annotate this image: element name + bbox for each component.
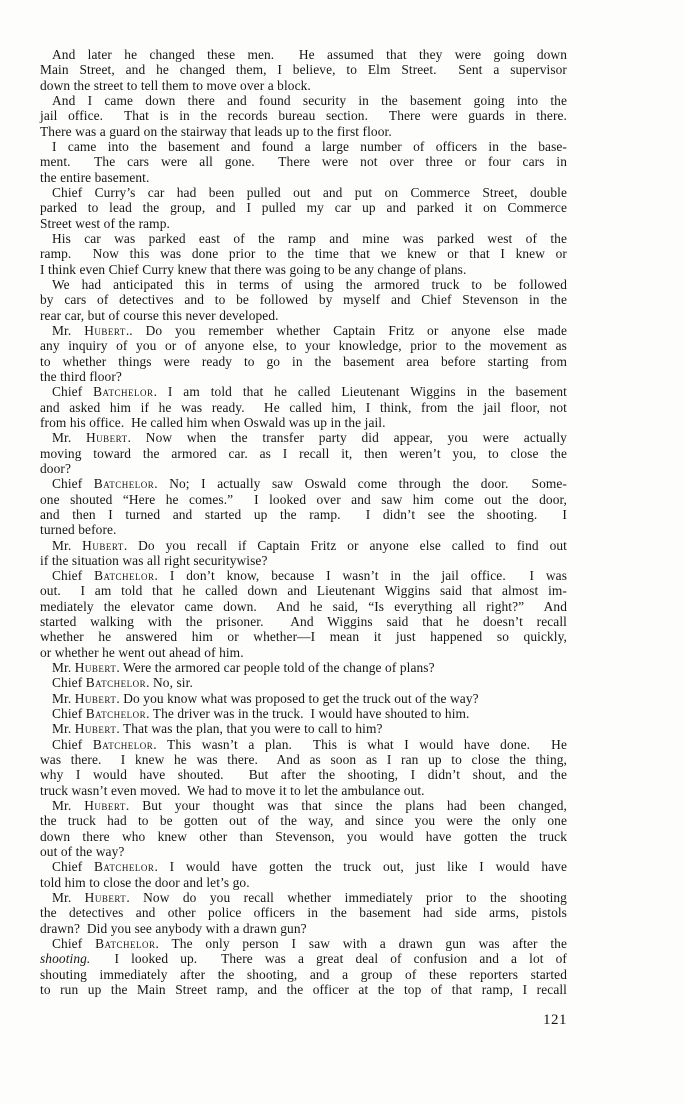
text-line: [40, 446, 567, 461]
text-segment: Street west of the ramp.: [40, 215, 170, 231]
text-segment: ramp. Now this was done prior to the time that we knew or that I knew or: [40, 246, 567, 262]
text-line: [40, 921, 567, 936]
text-segment: . I would have gotten the truck out, just like I would have: [154, 859, 568, 875]
text-line: [40, 813, 567, 828]
text-line: [40, 308, 567, 323]
text-segment: the third floor?: [40, 368, 122, 384]
text-line: [40, 277, 567, 292]
speaker-name: Hubert: [84, 798, 126, 814]
text-segment: . No, sir.: [146, 675, 193, 691]
text-line: [40, 737, 567, 752]
text-line: [40, 553, 567, 568]
text-segment: truck wasn’t even moved. We had to move it to let the ambulance out.: [40, 782, 425, 798]
text-segment: Mr.: [52, 890, 85, 906]
text-line: [40, 599, 567, 614]
text-line: [40, 645, 567, 660]
text-line: [40, 568, 567, 583]
speaker-name: Hubert: [82, 537, 124, 553]
text-line: [40, 629, 567, 644]
text-segment: I came into the basement and found a large number of officers in the base-: [52, 138, 567, 154]
text-line: [40, 538, 567, 553]
text-line: [40, 246, 567, 261]
text-segment: . Were the armored car people told of the change of plans?: [116, 660, 435, 676]
text-line: [40, 829, 567, 844]
text-line: [40, 798, 567, 813]
text-segment: And I came down there and found security in the basement going into the: [52, 92, 567, 108]
text-line: [40, 844, 567, 859]
speaker-name: Batchelor: [93, 476, 155, 492]
text-line: [40, 752, 567, 767]
text-line: [40, 216, 567, 231]
text-segment: Chief: [52, 706, 86, 722]
text-line: [40, 139, 567, 154]
text-segment: Mr.: [52, 430, 86, 446]
text-segment: the truck had to be gotten out of the way, and since you were the only one: [40, 813, 567, 829]
text-segment: Mr.: [52, 690, 75, 706]
text-line: [40, 875, 567, 890]
text-line: [40, 338, 567, 353]
text-line: [40, 982, 567, 997]
text-line: [40, 108, 567, 123]
text-line: [40, 936, 567, 951]
text-segment: . The driver was in the truck. I would have shouted to him.: [146, 706, 470, 722]
text-line: [40, 415, 567, 430]
text-segment: . Do you know what was proposed to get the truck out of the way?: [116, 690, 479, 706]
text-segment: Mr.: [52, 660, 75, 676]
text-segment: out. I am told that he called down and Lieutenant Wiggins said that almost im-: [40, 583, 567, 599]
text-line: [40, 905, 567, 920]
page-number: 121: [543, 1012, 567, 1028]
text-segment: down there who knew other than Stevenson, you would have gotten the truck: [40, 828, 567, 844]
text-line: [40, 967, 567, 982]
text-line: [40, 200, 567, 215]
text-line: [40, 691, 567, 706]
text-segment: started walking with the prisoner. And Wiggins said that he doesn’t recall: [40, 614, 567, 630]
text-segment: and asked him if he was ready. He called him, I think, from the jail floor, not: [40, 399, 567, 415]
text-segment: down the street to tell them to move over a block.: [40, 77, 311, 93]
text-line: [40, 859, 567, 874]
text-segment: was there. I knew he was there. And as soon as I ran up to close the thing,: [40, 752, 567, 768]
speaker-name: Batchelor: [85, 675, 147, 691]
text-segment: rear car, but of course this never developed.: [40, 307, 279, 323]
text-line: [40, 78, 567, 93]
speaker-name: Batchelor: [93, 384, 154, 400]
text-line: [40, 951, 567, 966]
text-segment: parked to lead the group, and I pulled my car up and parked it on Commerce: [40, 200, 567, 216]
text-segment: I looked up. There was a great deal of confusion and a lot of: [90, 951, 567, 967]
text-segment: or whether he went out ahead of him.: [40, 644, 244, 660]
speaker-name: Hubert: [84, 890, 127, 906]
text-segment: mediately the elevator came down. And he said, “Is everything all right?” And: [40, 598, 567, 614]
text-segment: . The only person I saw with a drawn gun was after the: [155, 936, 568, 952]
text-segment: I think even Chief Curry knew that there was going to be any change of plans.: [40, 261, 467, 277]
text-segment: door?: [40, 460, 71, 476]
speaker-name: Hubert: [86, 430, 128, 446]
text-line: [40, 721, 567, 736]
text-line: [40, 93, 567, 108]
text-line: [40, 614, 567, 629]
text-segment: There was a guard on the stairway that leads up to the first floor.: [40, 123, 392, 139]
text-segment: Mr.: [52, 721, 75, 737]
text-line: [40, 583, 567, 598]
text-segment: Mr.: [52, 537, 83, 553]
text-line: [40, 262, 567, 277]
speaker-name: Batchelor: [95, 936, 156, 952]
text-segment: to whether things were ready to go in the basement area before starting from: [40, 353, 567, 369]
text-line: [40, 154, 567, 169]
text-segment: . This wasn’t a plan. This is what I would have done. He: [153, 736, 567, 752]
speaker-name: Batchelor: [85, 706, 147, 722]
text-line: [40, 660, 567, 675]
text-segment: why I would have shouted. But after the shooting, I didn’t shout, and the: [40, 767, 567, 783]
text-segment: any inquiry of you or of anyone else, to your knowledge, prior to the movement as: [40, 338, 567, 354]
text-line: [40, 476, 567, 491]
text-segment: told him to close the door and let’s go.: [40, 874, 250, 890]
text-line: [40, 323, 567, 338]
text-segment: Chief: [52, 568, 95, 584]
text-segment: Chief: [52, 859, 94, 875]
text-segment: Chief: [52, 736, 93, 752]
text-segment: jail office. That is in the records bureau section. There were guards in there.: [40, 108, 567, 124]
text-line: [40, 492, 567, 507]
text-segment: We had anticipated this in terms of using the armored truck to be followed: [52, 276, 567, 292]
text-line: [40, 400, 567, 415]
text-segment: Chief: [52, 675, 86, 691]
italic-text: shooting.: [40, 951, 91, 967]
text-line: [40, 706, 567, 721]
text-segment: one shouted “Here he comes.” I looked over and saw him come out the door,: [40, 491, 567, 507]
speaker-name: Batchelor: [92, 736, 154, 752]
text-line: [40, 292, 567, 307]
text-block: [40, 47, 567, 997]
text-segment: . But your thought was that since the plans had been changed,: [125, 798, 567, 814]
text-segment: . I don’t know, because I wasn’t in the jail office. I was: [154, 568, 568, 584]
text-segment: by cars of detectives and to be followed by myself and Chief Stevenson in the: [40, 292, 567, 308]
text-segment: . I am told that he called Lieutenant Wiggins in the basement: [153, 384, 567, 400]
text-segment: and then I turned and started up the ramp. I didn’t see the shooting. I: [40, 506, 567, 522]
speaker-name: Batchelor: [94, 859, 155, 875]
text-line: [40, 47, 567, 62]
text-line: [40, 430, 567, 445]
text-segment: Chief: [52, 476, 94, 492]
text-segment: . Now do you recall whether immediately prior to the shooting: [126, 890, 567, 906]
text-line: [40, 369, 567, 384]
speaker-name: Hubert: [74, 721, 117, 737]
text-segment: out of the way?: [40, 844, 125, 860]
text-segment: . That was the plan, that you were to call to him?: [116, 721, 383, 737]
text-segment: drawn? Did you see anybody with a drawn gun?: [40, 920, 307, 936]
text-line: [40, 231, 567, 246]
text-segment: Chief Curry’s car had been pulled out and put on Commerce Street, double: [52, 184, 567, 200]
text-segment: His car was parked east of the ramp and mine was parked west of the: [52, 230, 567, 246]
text-segment: from his office. He called him when Oswald was up in the jail.: [40, 414, 386, 430]
text-line: [40, 675, 567, 690]
text-segment: the entire basement.: [40, 169, 150, 185]
text-segment: Main Street, and he changed them, I believe, to Elm Street. Sent a supervisor: [40, 62, 567, 78]
text-segment: whether he answered him or whether—I mean it just happened so quickly,: [40, 629, 567, 645]
text-line: [40, 522, 567, 537]
text-line: [40, 124, 567, 139]
text-segment: the detectives and other police officers in the basement had side arms, pistols: [40, 905, 567, 921]
text-segment: Chief: [52, 936, 96, 952]
text-line: [40, 461, 567, 476]
text-line: [40, 170, 567, 185]
text-segment: Mr.: [52, 798, 85, 814]
text-line: [40, 62, 567, 77]
text-line: [40, 890, 567, 905]
speaker-name: Hubert: [84, 322, 126, 338]
text-segment: .. Do you remember whether Captain Fritz or anyone else made: [125, 322, 567, 338]
text-segment: turned before.: [40, 522, 117, 538]
text-segment: Chief: [52, 384, 94, 400]
text-segment: ment. The cars were all gone. There were not over three or four cars in: [40, 154, 567, 170]
text-line: [40, 783, 567, 798]
text-segment: shouting immediately after the shooting, and a group of these reporters started: [40, 966, 567, 982]
text-line: [40, 185, 567, 200]
text-line: [40, 507, 567, 522]
speaker-name: Hubert: [74, 660, 117, 676]
text-line: [40, 767, 567, 782]
text-segment: if the situation was all right securitywise?: [40, 552, 268, 568]
text-segment: Mr.: [52, 322, 85, 338]
text-segment: . Now when the transfer party did appear, you were actually: [127, 430, 567, 446]
text-segment: . Do you recall if Captain Fritz or anyone else called to find out: [123, 537, 567, 553]
text-line: [40, 354, 567, 369]
speaker-name: Hubert: [74, 690, 117, 706]
text-line: [40, 384, 567, 399]
text-segment: And later he changed these men. He assumed that they were going down: [52, 47, 567, 62]
text-segment: to run up the Main Street ramp, and the officer at the top of that ramp, I recall: [40, 982, 567, 998]
text-segment: moving toward the armored car. as I recall it, then weren’t you, to close the: [40, 445, 567, 461]
speaker-name: Batchelor: [94, 568, 155, 584]
text-segment: . No; I actually saw Oswald come through the door. Some-: [154, 476, 567, 492]
